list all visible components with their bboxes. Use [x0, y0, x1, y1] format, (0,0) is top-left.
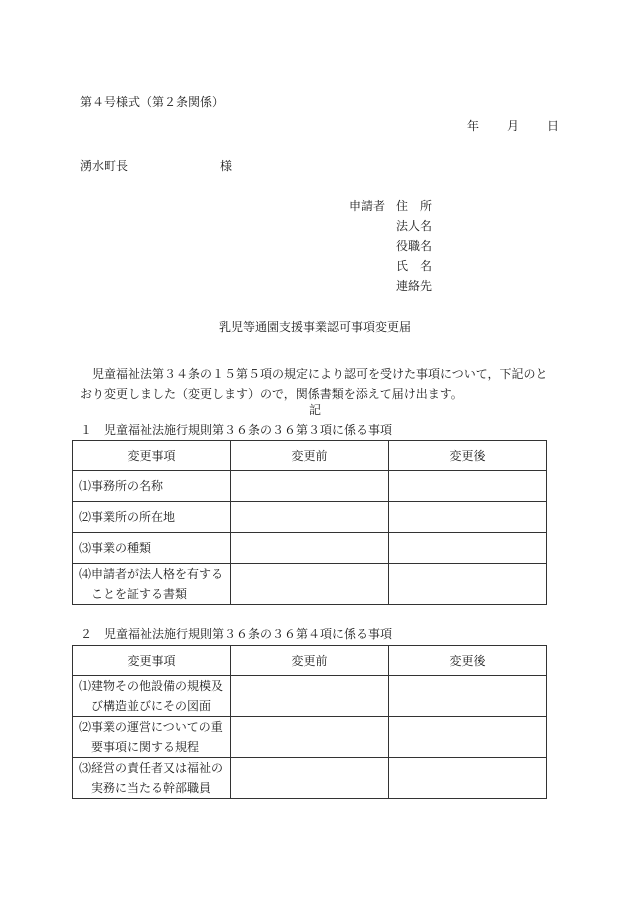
change-item-cell — [73, 758, 231, 799]
date-line — [467, 120, 559, 132]
applicant-address-label: 住 所 — [396, 199, 433, 213]
section2-heading: ２ 児童福祉法施行規則第３６条の３６第４項に係る事項 — [80, 627, 393, 641]
change-item-cell — [73, 533, 231, 564]
change-item-text-continued: 実務に当たる幹部職員 — [91, 781, 212, 795]
ki-marker: 記 — [308, 403, 321, 417]
table-row — [73, 676, 547, 717]
change-item-text: ⑴事務所の名称 — [79, 479, 164, 493]
change-item-cell — [73, 502, 231, 533]
form-number: 第４号様式（第２条関係） — [80, 95, 225, 109]
change-item-text: ⑶事業の種類 — [79, 541, 152, 555]
column-header: 変更後 — [389, 441, 547, 471]
change-item-cell — [73, 717, 231, 758]
change-item-cell — [73, 564, 231, 605]
change-item-text-continued: び構造並びにその図面 — [91, 699, 212, 713]
change-item-cell — [73, 676, 231, 717]
table-header-row — [73, 646, 547, 676]
before-cell[interactable] — [231, 564, 389, 605]
after-cell[interactable] — [389, 717, 547, 758]
document-title: 乳児等通園支援事業認可事項変更届 — [218, 320, 411, 334]
after-cell[interactable] — [389, 533, 547, 564]
after-cell[interactable] — [389, 676, 547, 717]
before-cell[interactable] — [231, 533, 389, 564]
body-paragraph: 児童福祉法第３４条の１５第５項の規定により認可を受けた事項について，下記のとおり変更しました（変更します）ので，関係書類を添えて届け出ます。 — [80, 367, 548, 401]
section1-heading: １ 児童福祉法施行規則第３６条の３６第３項に係る事項 — [80, 423, 393, 437]
table-row — [73, 758, 547, 799]
date-year-field[interactable]: 年 — [467, 119, 480, 133]
section2-table — [72, 645, 547, 799]
table-header-row — [73, 441, 547, 471]
applicant-position-label: 役職名 — [396, 239, 433, 253]
applicant-corp-name-label: 法人名 — [396, 219, 433, 233]
date-day-field[interactable]: 日 — [547, 119, 560, 133]
after-cell[interactable] — [389, 758, 547, 799]
change-item-cell — [73, 471, 231, 502]
change-item-text: ⑴建物その他設備の規模及 — [79, 679, 224, 693]
applicant-contact-label: 連絡先 — [396, 279, 433, 293]
before-cell[interactable] — [231, 502, 389, 533]
addressee-honorific: 様 — [220, 159, 233, 173]
table-row — [73, 533, 547, 564]
applicant-label: 申請者 — [349, 199, 386, 213]
before-cell[interactable] — [231, 717, 389, 758]
column-header: 変更前 — [231, 441, 389, 471]
before-cell[interactable] — [231, 758, 389, 799]
column-header: 変更事項 — [73, 646, 231, 676]
after-cell[interactable] — [389, 502, 547, 533]
addressee-name: 湧水町長 — [80, 159, 129, 173]
table-row — [73, 564, 547, 605]
change-item-text: ⑵事業の運営についての重 — [79, 720, 223, 734]
section1-table — [72, 440, 547, 605]
after-cell[interactable] — [389, 564, 547, 605]
date-month-field[interactable]: 月 — [507, 119, 520, 133]
table-row — [73, 717, 547, 758]
column-header: 変更後 — [389, 646, 547, 676]
table-row — [73, 471, 547, 502]
column-header: 変更前 — [231, 646, 389, 676]
applicant-name-label: 氏 名 — [396, 259, 433, 273]
after-cell[interactable] — [389, 471, 547, 502]
change-item-text-continued: 要事項に関する規程 — [91, 740, 200, 754]
change-item-text: ⑶経営の責任者又は福祉の — [79, 761, 224, 775]
change-item-text: ⑷申請者が法人格を有する — [79, 567, 224, 581]
column-header: 変更事項 — [73, 441, 231, 471]
change-item-text-continued: ことを証する書類 — [91, 587, 188, 601]
change-item-text: ⑵事業所の所在地 — [79, 510, 176, 524]
before-cell[interactable] — [231, 471, 389, 502]
table-row — [73, 502, 547, 533]
before-cell[interactable] — [231, 676, 389, 717]
